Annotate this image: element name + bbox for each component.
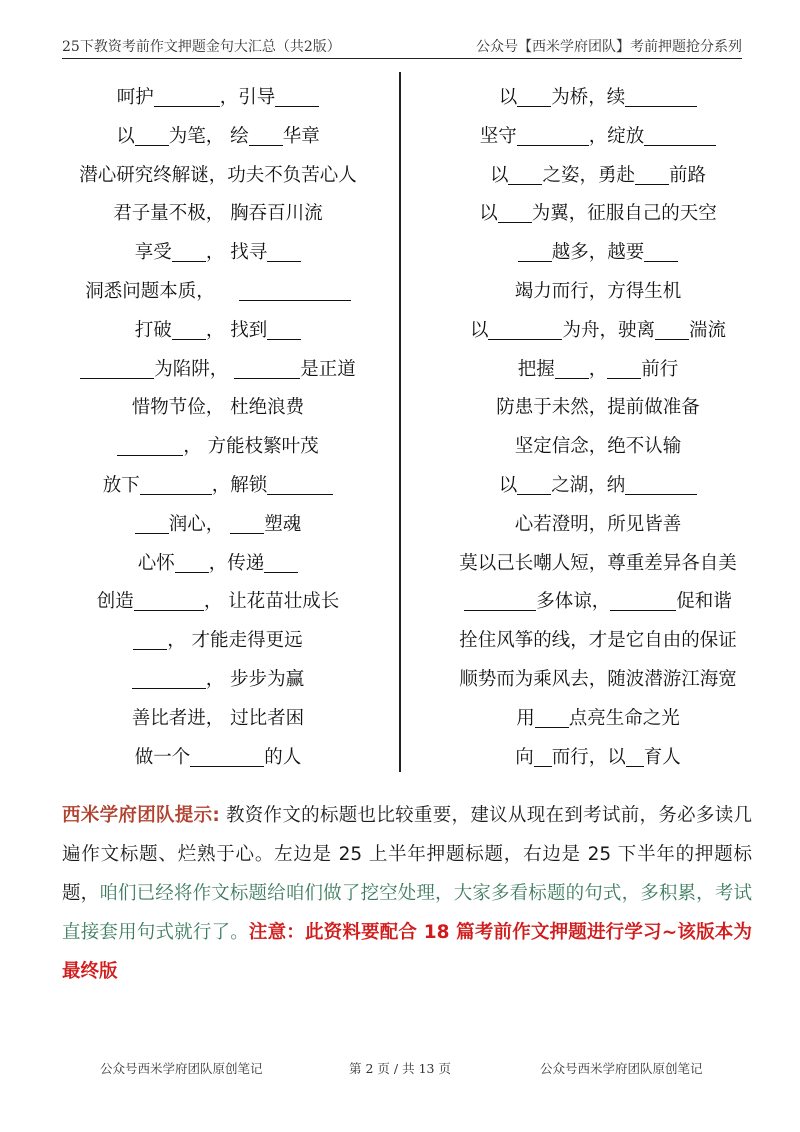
blank: [517, 123, 589, 146]
blank: [80, 356, 154, 379]
page-header: [62, 34, 742, 59]
title-row: 潜心研究终解谜，功夫不负苦心人: [79, 164, 357, 186]
blank: [234, 356, 300, 379]
tip-text-method: 咱们已经将作文标题给咱们做了挖空处理，大家多看标题的句式，多积累，考试直接套用句式就行了。: [62, 883, 752, 943]
blank: [464, 588, 536, 611]
blank: [498, 200, 532, 223]
title-row: 向 而行，以 育人: [428, 739, 768, 778]
blank: [230, 511, 264, 534]
blank: [610, 588, 676, 611]
blank: [625, 472, 697, 495]
blank: [135, 123, 169, 146]
blank: [626, 744, 644, 767]
title-row: 创造 ， 让花苗壮成长: [48, 583, 388, 622]
title-row: 竭力而行，方得生机: [514, 280, 682, 302]
right-column-titles: [428, 79, 768, 777]
blank: [644, 239, 678, 262]
study-tip-note: [62, 796, 752, 991]
blank: [555, 356, 589, 379]
blank: [517, 472, 551, 495]
column-divider: [399, 72, 401, 772]
blank: [190, 744, 264, 767]
blank: [134, 588, 204, 611]
title-row: 享受 ， 找寻: [48, 234, 388, 273]
blank: [625, 84, 697, 107]
title-row: 心若澄明，所见皆善: [514, 513, 682, 535]
blank: [117, 433, 183, 456]
blank: [275, 84, 319, 107]
blank: [140, 472, 212, 495]
page-number: 第 2 页 / 共 13 页: [349, 1061, 451, 1076]
title-row: 拴住风筝的线，才是它自由的保证: [459, 630, 737, 652]
blank: [535, 705, 569, 728]
title-row: 以 为翼，征服自己的天空: [428, 195, 768, 234]
tip-label: 西米学府团队提示:: [62, 805, 220, 826]
blank: [133, 627, 167, 650]
title-row: 以 为笔， 绘 华章: [48, 118, 388, 157]
blank: [655, 317, 689, 340]
title-row: ， 才能走得更远: [48, 622, 388, 661]
blank: [267, 239, 301, 262]
header-series-title: 公众号【西米学府团队】考前押题抢分系列: [476, 39, 742, 55]
blank: [635, 162, 669, 185]
blank: [172, 239, 206, 262]
title-row: 呵护 ，引导: [48, 79, 388, 118]
title-row: 把握 ， 前行: [428, 351, 768, 390]
title-row: ， 方能枝繁叶茂: [48, 428, 388, 467]
title-row: 以 为舟，驶离 湍流: [428, 312, 768, 351]
blank: [518, 239, 552, 262]
title-row: 防患于未然，提前做准备: [496, 397, 700, 419]
title-row: 为陷阱， 是正道: [48, 351, 388, 390]
blank: [172, 317, 206, 340]
blank: [508, 162, 542, 185]
header-doc-title: 25下教资考前作文押题金句大汇总（共2版）: [62, 39, 341, 55]
blank: [154, 84, 220, 107]
blank: [488, 317, 562, 340]
title-row: 越多，越要: [428, 234, 768, 273]
title-row: 莫以己长嘲人短，尊重差异各自美: [459, 552, 737, 574]
title-row: 以 之姿，勇赴 前路: [428, 157, 768, 196]
blank: [239, 278, 351, 301]
title-row: 心怀 ，传递: [48, 545, 388, 584]
title-row: 以 之湖，纳: [428, 467, 768, 506]
blank: [644, 123, 716, 146]
title-row: 打破 ， 找到: [48, 312, 388, 351]
blank: [135, 511, 169, 534]
tip-text-warning: 注意：此资料要配合 18 篇考前作文押题进行学习~该版本为最终版: [62, 922, 752, 982]
footer-right-credit: 公众号西米学府团队原创笔记: [540, 1061, 703, 1076]
title-row: 洞悉问题本质，: [48, 273, 388, 312]
blank: [607, 356, 641, 379]
footer-left-credit: 公众号西米学府团队原创笔记: [100, 1061, 263, 1076]
title-row: 润心， 塑魂: [48, 506, 388, 545]
title-row: 坚定信念，绝不认输: [514, 436, 682, 458]
title-row: 惜物节俭， 杜绝浪费: [131, 397, 305, 419]
title-row: 君子量不极， 胸吞百川流: [113, 203, 323, 225]
blank: [267, 472, 333, 495]
blank: [249, 123, 283, 146]
title-row: 做一个 的人: [48, 739, 388, 778]
title-row: 以 为桥，续: [428, 79, 768, 118]
blank: [175, 550, 209, 573]
title-row: 用 点亮生命之光: [428, 700, 768, 739]
title-row: 顺势而为乘风去，随波潜游江海宽: [459, 668, 737, 690]
title-row: 多体谅， 促和谐: [428, 583, 768, 622]
title-row: 坚守 ，绽放: [428, 118, 768, 157]
left-column-titles: [48, 79, 388, 777]
title-row: 放下 ，解锁: [48, 467, 388, 506]
title-row: ， 步步为赢: [48, 661, 388, 700]
title-row: 善比者进， 过比者困: [131, 707, 305, 729]
tip-text-intro: 教资作文的标题也比较重要，建议从现在到考试前，务必多读几遍作文标题、烂熟于心。左边是 25 上半年押题标题，右边是 25 下半年的押题标题，: [62, 805, 752, 904]
blank: [517, 84, 551, 107]
blank: [534, 744, 552, 767]
blank: [267, 317, 301, 340]
blank: [264, 550, 298, 573]
blank: [132, 666, 206, 689]
